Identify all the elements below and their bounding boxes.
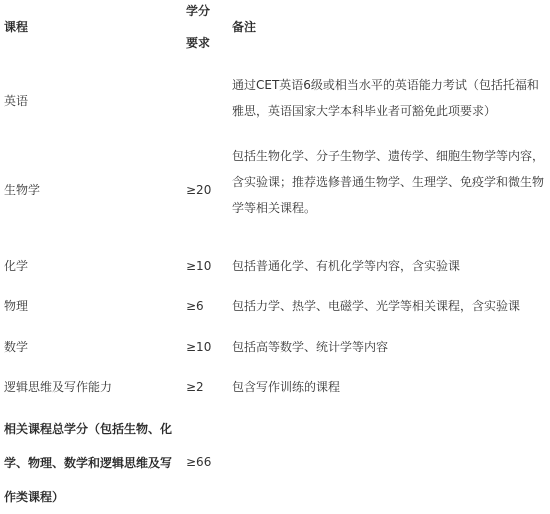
row-notes-chemistry: 包括普通化学、有机化学等内容，含实验课 xyxy=(232,259,461,273)
row-notes-logic-writing: 包含写作训练的课程 xyxy=(232,380,341,394)
row-credits-physics: ≥6 xyxy=(186,299,204,313)
header-credits-line2: 要求 xyxy=(186,36,211,50)
row-credits-biology: ≥20 xyxy=(186,183,212,197)
summary-total-credits-label: 相关课程总学分（包括生物、化学、物理、数学和逻辑思维及写作类课程） xyxy=(4,422,173,504)
row-course-english: 英语 xyxy=(4,94,29,108)
row-credits-logic-writing: ≥2 xyxy=(186,380,204,394)
row-course-physics: 物理 xyxy=(4,299,29,313)
header-notes: 备注 xyxy=(232,20,257,34)
row-notes-math: 包括高等数学、统计学等内容 xyxy=(232,340,389,354)
row-notes-physics: 包括力学、热学、电磁学、光学等相关课程，含实验课 xyxy=(232,299,521,313)
row-notes-biology: 包括生物化学、分子生物学、遗传学、细胞生物学等内容，含实验课；推荐选修普通生物学、生理学、免疫学和微生物学等相关课程。 xyxy=(232,149,545,215)
row-course-math: 数学 xyxy=(4,340,29,354)
row-credits-math: ≥10 xyxy=(186,340,212,354)
row-notes-english: 通过CET英语6级或相当水平的英语能力考试（包括托福和雅思，英语国家大学本科毕业者可豁免此项要求） xyxy=(232,78,539,118)
row-credits-chemistry: ≥10 xyxy=(186,259,212,273)
header-course: 课程 xyxy=(4,20,29,34)
summary-total-credits-value: ≥66 xyxy=(186,455,212,469)
row-course-biology: 生物学 xyxy=(4,183,41,197)
row-course-logic-writing: 逻辑思维及写作能力 xyxy=(4,380,113,394)
row-course-chemistry: 化学 xyxy=(4,259,29,273)
header-credits-line1: 学分 xyxy=(186,4,211,18)
